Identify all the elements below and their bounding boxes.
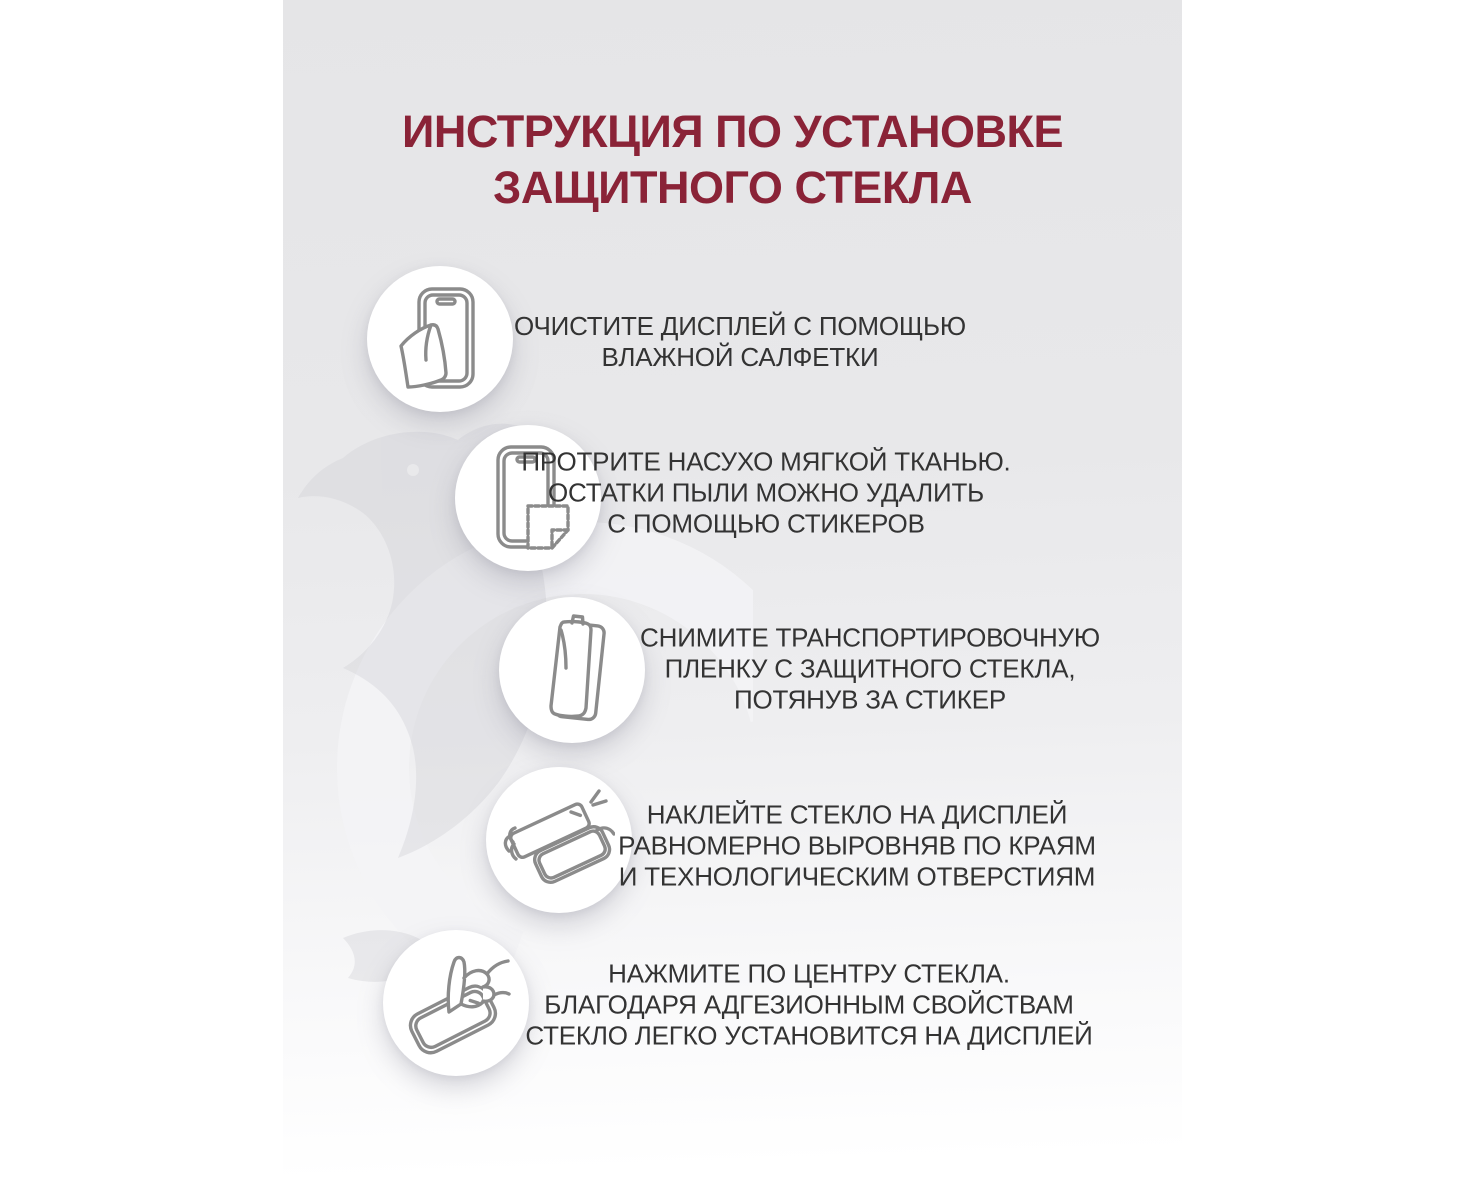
step-4-line-2: РАВНОМЕРНО ВЫРОВНЯВ ПО КРАЯМ <box>618 830 1096 861</box>
hands-align-glass-icon <box>503 788 615 892</box>
step-3-line-3: ПОТЯНУВ ЗА СТИКЕР <box>733 684 1007 715</box>
watermark-dolphin-eye <box>407 464 419 476</box>
step-2-line-3: С ПОМОЩЬЮ СТИКЕРОВ <box>607 508 925 539</box>
instruction-poster <box>283 0 1182 1200</box>
step-3-text <box>640 623 1100 716</box>
transport-film-icon <box>532 614 612 726</box>
step-1-icon-circle <box>367 266 513 412</box>
phone-wipe-icon <box>399 286 481 392</box>
step-4-icon-circle <box>486 767 632 913</box>
step-1-line-2: ВЛАЖНОЙ САЛФЕТКИ <box>601 342 879 372</box>
step-4-text <box>618 800 1096 893</box>
page-title <box>283 104 1182 216</box>
step-5-text <box>525 959 1092 1052</box>
step-4-line-3: И ТЕХНОЛОГИЧЕСКИМ ОТВЕРСТИЯМ <box>618 861 1096 892</box>
title-line-1: ИНСТРУКЦИЯ ПО УСТАНОВКЕ <box>402 106 1063 157</box>
step-5-line-1: НАЖМИТЕ ПО ЦЕНТРУ СТЕКЛА. <box>608 958 1010 989</box>
step-3-line-2: ПЛЕНКУ С ЗАЩИТНОГО СТЕКЛА, <box>664 653 1076 684</box>
step-3-line-1: СНИМИТЕ ТРАНСПОРТИРОВОЧНУЮ <box>640 622 1100 653</box>
step-1-line-1: ОЧИСТИТЕ ДИСПЛЕЙ С ПОМОЩЬЮ <box>514 311 966 341</box>
step-1-text <box>514 311 966 373</box>
step-2-line-1: ПРОТРИТЕ НАСУХО МЯГКОЙ ТКАНЬЮ. <box>521 446 1011 477</box>
step-5-line-2: БЛАГОДАРЯ АДГЕЗИОННЫМ СВОЙСТВАМ <box>544 989 1074 1020</box>
finger-press-icon <box>401 948 511 1058</box>
step-2-text <box>521 447 1010 540</box>
step-5-line-3: СТЕКЛО ЛЕГКО УСТАНОВИТСЯ НА ДИСПЛЕЙ <box>525 1020 1093 1051</box>
step-4-line-1: НАКЛЕЙТЕ СТЕКЛО НА ДИСПЛЕЙ <box>646 799 1068 830</box>
step-2-line-2: ОСТАТКИ ПЫЛИ МОЖНО УДАЛИТЬ <box>548 477 984 508</box>
step-5-icon-circle <box>383 930 529 1076</box>
step-3-icon-circle <box>499 597 645 743</box>
title-line-2: ЗАЩИТНОГО СТЕКЛА <box>493 162 972 213</box>
